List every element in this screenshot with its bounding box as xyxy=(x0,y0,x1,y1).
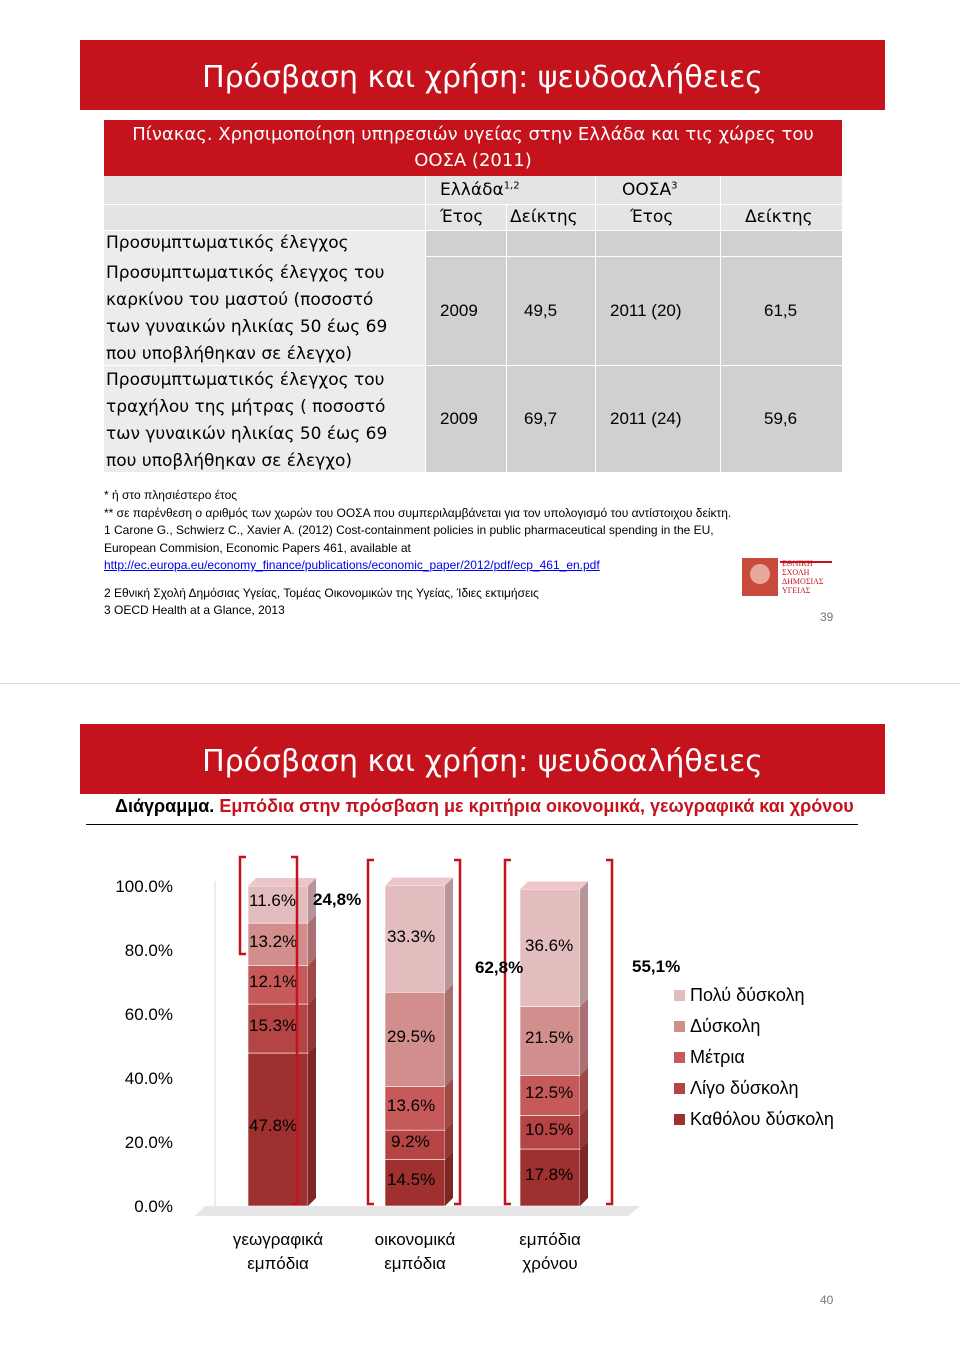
bracket-line xyxy=(240,857,246,954)
data-label: 17.8% xyxy=(525,1165,574,1184)
slide-title: Πρόσβαση και χρήση: ψευδοαλήθειες xyxy=(202,744,763,779)
col-group-oecd-sup: 3 xyxy=(671,180,678,192)
data-label: 10.5% xyxy=(525,1120,574,1139)
reference-link[interactable]: http://ec.europa.eu/economy_finance/publications/economic_paper/2012/pdf/ecp_461_en.pdf xyxy=(104,558,600,572)
category-label: εμπόδια xyxy=(247,1254,309,1273)
col-group-greece-sup: 1,2 xyxy=(503,180,520,192)
table-caption-line1: Πίνακας. Χρησιμοποίηση υπηρεσιών υγείας στην Ελλάδα και τις χώρες του xyxy=(132,124,814,145)
bar-side xyxy=(580,999,588,1076)
col-group-greece-label: Ελλάδα xyxy=(440,180,504,200)
data-label: 21.5% xyxy=(525,1028,574,1047)
table-body-band xyxy=(425,230,842,472)
data-label: 9.2% xyxy=(391,1132,430,1151)
stacked-bar-chart xyxy=(0,684,960,1367)
row-cervix-gr-year: 2009 xyxy=(440,409,478,428)
bar-side xyxy=(308,1045,316,1206)
row-breast-oecd-year: 2011 (20) xyxy=(610,301,682,320)
bar-top xyxy=(520,882,588,890)
table-notes xyxy=(104,487,731,620)
bar-side xyxy=(580,882,588,1007)
brace-label: 24,8% xyxy=(313,890,362,909)
logo-text-line: ΕΘΝΙΚΗ xyxy=(782,559,813,568)
legend-label: Λίγο δύσκολη xyxy=(690,1078,799,1098)
bar-side xyxy=(308,915,316,965)
page-number: 40 xyxy=(820,1293,834,1307)
bar-side xyxy=(445,878,453,993)
brace-label: 62,8% xyxy=(475,958,524,977)
col-group-oecd-label: ΟΟΣΑ xyxy=(622,180,672,200)
legend-label: Καθόλου δύσκολη xyxy=(690,1109,834,1129)
note-line: * ή στο πλησιέστερο έτος xyxy=(104,488,238,502)
data-label: 12.5% xyxy=(525,1083,574,1102)
row-label-line: που υποβλήθηκαν σε έλεγχο) xyxy=(106,451,353,471)
legend-swatch xyxy=(674,1021,685,1032)
note-line: 1 Carone G., Schwierz C., Xavier A. (2012) Cost-containment policies in public pharmaceutical spending in the EU, xyxy=(104,523,714,537)
bar-side xyxy=(308,957,316,1004)
data-label: 47.8% xyxy=(249,1116,298,1135)
row-breast-label xyxy=(106,260,387,368)
bracket-line xyxy=(505,860,511,1204)
bracket-line xyxy=(368,860,374,1204)
row-breast-oecd-value: 61,5 xyxy=(764,301,798,320)
data-label: 12.1% xyxy=(249,972,298,991)
data-label: 29.5% xyxy=(387,1027,436,1046)
brace-label: 55,1% xyxy=(632,957,681,976)
slide-40 xyxy=(0,684,960,1367)
row-cervix-oecd-value: 59,6 xyxy=(764,409,798,428)
col-header-value-oecd: Δείκτης xyxy=(745,207,813,227)
legend-swatch xyxy=(674,990,685,1001)
row-label-line: των γυναικών ηλικίας 50 έως 69 xyxy=(106,317,388,337)
chart-subtitle-text: Εμπόδια στην πρόσβαση με κριτήρια οικονομικά, γεωγραφικά και χρόνου xyxy=(219,796,854,816)
legend-swatch xyxy=(674,1083,685,1094)
legend-label: Πολύ δύσκολη xyxy=(690,985,805,1005)
bar-top xyxy=(385,878,453,886)
title-banner xyxy=(80,40,885,110)
bar-side xyxy=(580,1067,588,1115)
y-tick-label: 40.0% xyxy=(124,1069,173,1088)
legend-swatch xyxy=(674,1114,685,1125)
bar-top xyxy=(248,878,316,886)
category-label: οικονομικά xyxy=(374,1230,456,1249)
row-label-line: τραχήλου της μήτρας ( ποσοστό xyxy=(106,397,386,417)
table-caption-line2: ΟΟΣΑ (2011) xyxy=(414,150,532,171)
chart-floor xyxy=(195,1206,640,1216)
bar-side xyxy=(445,984,453,1086)
data-label: 15.3% xyxy=(249,1016,298,1035)
legend-label: Δύσκολη xyxy=(690,1016,761,1036)
logo-text xyxy=(782,559,824,595)
row-label-line: των γυναικών ηλικίας 50 έως 69 xyxy=(106,424,388,444)
data-label: 13.2% xyxy=(249,932,298,951)
y-tick-label: 20.0% xyxy=(124,1133,173,1152)
data-label: 33.3% xyxy=(387,927,436,946)
col-group-oecd xyxy=(622,180,678,200)
col-header-year-oecd: Έτος xyxy=(630,207,674,227)
col-group-greece xyxy=(440,180,520,200)
row-cervix-gr-value: 69,7 xyxy=(524,409,558,428)
note-line: 2 Εθνική Σχολή Δημόσιας Υγείας, Τομέας Οικονομικών της Υγείας, Ίδιες εκτιμήσεις xyxy=(104,585,539,600)
y-tick-label: 0.0% xyxy=(134,1197,173,1216)
data-label: 11.6% xyxy=(249,891,296,910)
note-line: ** σε παρένθεση ο αριθμός των χωρών του ΟΟΣΑ που συμπεριλαμβάνεται για τον υπολογισμό του αντίστοιχου δείκτη. xyxy=(104,505,732,520)
logo-text-line: ΥΓΕΙΑΣ xyxy=(782,586,811,595)
slide-title: Πρόσβαση και χρήση: ψευδοαλήθειες xyxy=(202,60,763,95)
table-caption-banner xyxy=(104,120,842,176)
row-cervix-oecd-year: 2011 (24) xyxy=(610,409,682,428)
col-header-year-gr: Έτος xyxy=(440,207,484,227)
row-breast-gr-year: 2009 xyxy=(440,301,478,320)
row-label-line: Προσυμπτωματικός έλεγχος του xyxy=(106,370,385,390)
row-label-line: Προσυμπτωματικός έλεγχος του xyxy=(106,263,385,283)
bar-side xyxy=(580,1141,588,1206)
legend-label: Μέτρια xyxy=(690,1047,745,1067)
bracket-line xyxy=(606,860,612,1204)
category-label: γεωγραφικά xyxy=(232,1230,324,1249)
logo-text-line: ΔΗΜΟΣΙΑΣ xyxy=(782,577,824,586)
data-label: 13.6% xyxy=(387,1096,436,1115)
row-label-line: που υποβλήθηκαν σε έλεγχο) xyxy=(106,344,353,364)
section-label: Προσυμπτωματικός έλεγχος xyxy=(106,233,349,253)
row-cervix-label xyxy=(106,367,387,475)
data-label: 14.5% xyxy=(387,1170,436,1189)
chart-subtitle-prefix: Διάγραμμα. xyxy=(115,796,220,816)
note-line: 3 OECD Health at a Glance, 2013 xyxy=(104,603,285,617)
category-label: εμπόδια xyxy=(519,1230,581,1249)
bar-side xyxy=(445,1152,453,1206)
row-breast-gr-value: 49,5 xyxy=(524,301,558,320)
logo-text-line: ΣΧΟΛΗ xyxy=(782,568,810,577)
y-tick-label: 60.0% xyxy=(124,1005,173,1024)
bar-side xyxy=(308,996,316,1053)
bracket-line xyxy=(454,860,460,1204)
bar-side xyxy=(445,1079,453,1131)
row-label-line: καρκίνου του μαστού (ποσοστό xyxy=(106,290,374,310)
page-number: 39 xyxy=(820,610,834,624)
category-label: χρόνου xyxy=(522,1254,578,1273)
legend-swatch xyxy=(674,1052,685,1063)
y-tick-label: 100.0% xyxy=(115,877,173,896)
category-label: εμπόδια xyxy=(384,1254,446,1273)
y-tick-label: 80.0% xyxy=(124,941,173,960)
note-line: European Commision, Economic Papers 461, available at xyxy=(104,540,411,555)
col-header-value-gr: Δείκτης xyxy=(510,207,578,227)
data-label: 36.6% xyxy=(525,936,574,955)
